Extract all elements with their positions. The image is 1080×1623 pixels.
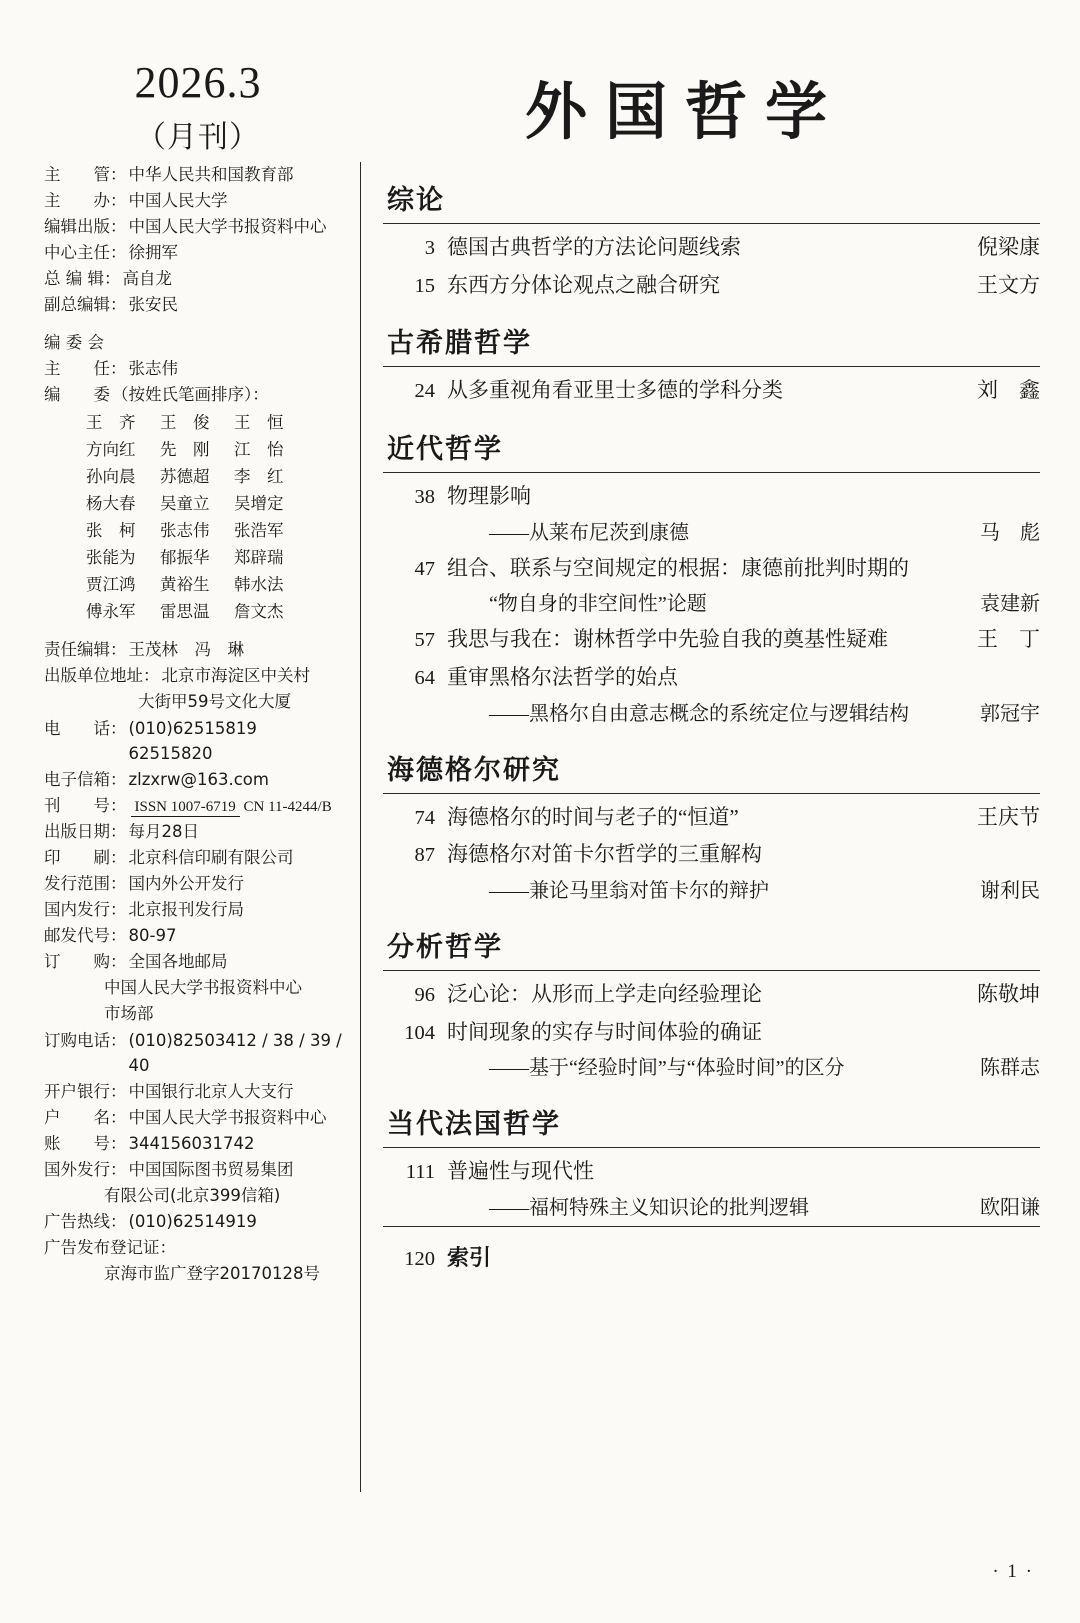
toc-entry-page: 96 <box>414 984 435 1007</box>
board-members-note: （按姓氏笔画排序）： <box>112 384 269 404</box>
issue-date: 2026.3 <box>134 58 262 107</box>
colophon-info-row <box>44 240 342 265</box>
toc-section-heading: 综论 <box>387 185 445 216</box>
column-divider <box>360 162 361 1492</box>
toc-entry[interactable] <box>383 549 1040 587</box>
toc-entry-title: 时间现象的实存与时间体验的确证 <box>447 1019 762 1044</box>
colophon-info-row <box>44 162 342 187</box>
colophon-pub-value: 大街甲59号文化大厦 <box>138 692 291 712</box>
toc-entry-author: 倪梁康 <box>977 235 1040 259</box>
toc-entry[interactable] <box>383 477 1040 515</box>
colophon-dist-value: 中国人民大学书报资料中心 <box>104 978 302 998</box>
colophon-dist-value: (010)62514919 <box>128 1212 257 1232</box>
colophon-dist-label: 出版日期： <box>44 821 127 841</box>
board-member-name: 詹文杰 <box>234 602 284 622</box>
toc-entry-subtitle: ——从莱布尼茨到康德 <box>489 521 689 544</box>
toc-entry-author: 陈敬坤 <box>977 982 1040 1007</box>
colophon-pub-row <box>44 663 342 688</box>
colophon-dist-value: 国内外公开发行 <box>128 874 244 894</box>
colophon-pub-value: (010)62515819 62515820 <box>128 718 274 763</box>
toc-section-heading: 古希腊哲学 <box>387 328 532 360</box>
editorial-board-title: 编 委 会 <box>44 333 104 353</box>
colophon-info-label: 中心主任： <box>44 243 127 263</box>
toc-entry-title: 组合、联系与空间规定的根据：康德前批判时期的 <box>447 555 909 580</box>
colophon-dist-value: 每月28日 <box>128 821 199 841</box>
toc-entry-page: 3 <box>424 237 435 259</box>
board-member-name: 李 红 <box>234 466 284 486</box>
toc-entry-page: 104 <box>404 1021 435 1044</box>
board-member-name: 傅永军 <box>86 602 136 622</box>
board-name-line <box>86 410 342 435</box>
toc-entry-page: 64 <box>414 667 435 690</box>
colophon-info-label: 主 办： <box>44 191 127 211</box>
colophon-info-label: 主 管： <box>44 165 127 184</box>
colophon-dist-row <box>44 975 342 1000</box>
page-number: · 1 · <box>992 1561 1034 1582</box>
toc-section-rule <box>383 366 1040 367</box>
toc-entry-subtitle-row <box>383 1050 1040 1084</box>
colophon-dist-label: 广告发布登记证： <box>44 1238 176 1258</box>
colophon-dist-value: 中国银行北京人大支行 <box>128 1081 294 1101</box>
colophon-info-row <box>44 292 342 317</box>
colophon-dist-value: 中国人民大学书报资料中心 <box>128 1107 327 1127</box>
colophon-column <box>44 162 356 1492</box>
colophon-dist-value: (010)82503412 / 38 / 39 / 40 <box>128 1030 342 1075</box>
board-member-name: 孙向晨 <box>86 466 136 486</box>
table-of-contents <box>377 162 1040 1492</box>
toc-entry[interactable] <box>383 620 1040 658</box>
colophon-dist-label: 订购电话： <box>44 1030 127 1050</box>
colophon-dist-row <box>44 1028 342 1078</box>
toc-entry-page: 15 <box>414 274 435 297</box>
toc-entry-author: 刘 鑫 <box>977 378 1040 403</box>
board-member-name: 吴增定 <box>234 493 284 513</box>
board-member-name: 方向红 <box>86 439 136 459</box>
colophon-dist-value: 有限公司(北京399信箱) <box>104 1185 281 1205</box>
toc-entry[interactable] <box>383 975 1040 1013</box>
board-name-line <box>86 545 342 570</box>
colophon-main-info <box>44 162 342 317</box>
toc-entry-subtitle-row <box>383 515 1040 549</box>
colophon-dist-label: 邮发代号： <box>44 926 127 946</box>
toc-entry-title: 我思与我在：谢林哲学中先验自我的奠基性疑难 <box>447 627 888 652</box>
toc-entry[interactable] <box>383 835 1040 873</box>
toc-entry-subtitle: ——基于“经验时间”与“体验时间”的区分 <box>489 1057 845 1080</box>
colophon-dist-value: 北京报刊发行局 <box>128 900 244 920</box>
colophon-dist-value: 80-97 <box>128 926 177 946</box>
colophon-info-label: 编辑出版： <box>44 217 127 237</box>
toc-entry-subtitle-author: 郭冠宇 <box>980 702 1040 725</box>
toc-section-rule <box>383 1147 1040 1148</box>
toc-section <box>383 162 1040 303</box>
board-name-line <box>86 518 342 543</box>
toc-entry-subtitle-author: 马 彪 <box>980 521 1040 544</box>
colophon-pub-label: 责任编辑： <box>44 640 127 660</box>
board-name-grid <box>44 410 342 625</box>
colophon-pub-label: 电 话： <box>44 718 127 738</box>
toc-entry-page: 87 <box>414 844 435 867</box>
toc-entry-subtitle-row <box>383 696 1040 730</box>
toc-entry-title: 东西方分体论观点之融合研究 <box>447 272 720 297</box>
toc-entry-title: 从多重视角看亚里士多德的学科分类 <box>447 378 783 403</box>
board-members-row <box>44 382 342 407</box>
index-page-number: 120 <box>404 1248 435 1271</box>
toc-entry-page: 111 <box>405 1161 435 1184</box>
toc-section-heading: 近代哲学 <box>387 434 503 466</box>
cn-number: CN 11-4244/B <box>243 798 332 815</box>
board-name-line <box>86 491 342 516</box>
toc-entry-title: 海德格尔的时间与老子的“恒道” <box>447 804 739 829</box>
board-member-name: 王 俊 <box>160 412 210 432</box>
issn-block <box>127 797 332 817</box>
board-member-name: 张 柯 <box>86 521 136 541</box>
toc-entry-subtitle-row <box>383 586 1040 620</box>
colophon-info-label: 总 编 辑： <box>44 269 121 289</box>
colophon-publisher-info <box>44 637 342 791</box>
toc-section <box>383 411 1040 730</box>
toc-entry-subtitle-author: 欧阳谦 <box>980 1197 1040 1220</box>
colophon-dist-label: 账 号： <box>44 1133 127 1153</box>
colophon-pub-label: 电子信箱： <box>44 769 127 789</box>
toc-entry-page: 24 <box>414 380 435 403</box>
toc-entry-subtitle-author: 袁建新 <box>980 593 1040 616</box>
colophon-dist-value: 北京科信印刷有限公司 <box>128 847 294 867</box>
board-member-name: 韩水法 <box>234 575 284 595</box>
board-member-name: 郁振华 <box>160 548 210 568</box>
board-name-line <box>86 572 342 597</box>
colophon-info-value: 中国人民大学 <box>128 191 228 211</box>
board-name-line <box>86 464 342 489</box>
toc-section <box>383 732 1040 907</box>
journal-title: 外国哲学 <box>524 75 845 148</box>
colophon-info-value: 中华人民共和国教育部 <box>128 165 294 184</box>
colophon-info-row <box>44 188 342 213</box>
colophon-info-value: 高自龙 <box>122 269 172 289</box>
toc-entry[interactable] <box>383 228 1040 266</box>
colophon-info-value: 徐拥军 <box>128 243 178 263</box>
toc-entry-subtitle-row <box>383 873 1040 907</box>
toc-entry[interactable] <box>383 371 1040 409</box>
board-member-name: 王 齐 <box>86 412 136 432</box>
colophon-dist-label: 开户银行： <box>44 1081 127 1101</box>
colophon-dist-value: 全国各地邮局 <box>128 952 228 972</box>
issue-frequency: （月刊） <box>136 121 260 155</box>
board-member-name: 先 刚 <box>160 439 210 459</box>
masthead <box>0 0 1080 155</box>
toc-entry-subtitle: ——黑格尔自由意志概念的系统定位与逻辑结构 <box>489 702 909 725</box>
colophon-dist-value: 市场部 <box>104 1004 154 1024</box>
colophon-dist-row <box>44 1183 342 1208</box>
issn-row <box>44 793 342 818</box>
colophon-info-value: 中国人民大学书报资料中心 <box>128 217 327 237</box>
colophon-dist-value: 344156031742 <box>128 1133 255 1153</box>
toc-entry-title: 物理影响 <box>447 484 531 509</box>
colophon-dist-label: 广告热线： <box>44 1212 127 1232</box>
toc-entry-page: 57 <box>414 629 435 652</box>
issn-label: 刊 号： <box>44 795 127 815</box>
colophon-info-row <box>44 214 342 239</box>
colophon-dist-row <box>44 1079 342 1104</box>
index-rule <box>383 1226 1040 1227</box>
colophon-dist-value: 京海市监广登字20170128号 <box>104 1264 320 1284</box>
board-chair-label: 主 任： <box>44 358 127 378</box>
toc-entry[interactable] <box>383 266 1040 304</box>
colophon-pub-value: zlzxrw@163.com <box>128 769 269 789</box>
colophon-dist-label: 国外发行： <box>44 1159 127 1179</box>
toc-entry-subtitle: ——福柯特殊主义知识论的批判逻辑 <box>489 1197 809 1220</box>
colophon-dist-label: 订 购： <box>44 952 127 972</box>
toc-entry-page: 74 <box>414 806 435 829</box>
board-name-line <box>86 599 342 624</box>
toc-section-rule <box>383 223 1040 224</box>
toc-entry-author: 王庆节 <box>977 804 1040 829</box>
colophon-dist-row <box>44 1001 342 1026</box>
toc-entry[interactable] <box>383 658 1040 696</box>
toc-entry-subtitle-author: 谢利民 <box>980 880 1040 903</box>
toc-entry-subtitle-author: 陈群志 <box>980 1057 1040 1080</box>
board-member-name: 杨大春 <box>86 493 136 513</box>
colophon-dist-row <box>44 1235 342 1260</box>
toc-entry[interactable] <box>383 798 1040 836</box>
colophon-info-label: 副总编辑： <box>44 295 127 315</box>
colophon-dist-row <box>44 1261 342 1286</box>
colophon-pub-value: 王茂林 冯 琳 <box>128 640 244 660</box>
toc-section-heading: 分析哲学 <box>387 932 503 964</box>
colophon-dist-row <box>44 845 342 870</box>
colophon-pub-row <box>44 716 342 766</box>
toc-index-row[interactable] <box>383 1231 1040 1272</box>
colophon-pub-value: 北京市海淀区中关村 <box>161 666 310 686</box>
toc-entry-page: 38 <box>414 486 435 509</box>
toc-sections <box>383 162 1040 1224</box>
board-chair-name: 张志伟 <box>128 358 178 378</box>
colophon-dist-row <box>44 897 342 922</box>
colophon-dist-row <box>44 1105 342 1130</box>
index-label: 索引 <box>447 1245 492 1271</box>
board-members-label: 编 委 <box>44 384 110 404</box>
toc-entry[interactable] <box>383 1152 1040 1190</box>
board-member-name: 江 怡 <box>234 439 284 459</box>
colophon-dist-row <box>44 1157 342 1182</box>
colophon-info-row <box>44 266 342 291</box>
issn-number: ISSN 1007-6719 <box>131 799 240 817</box>
toc-section-rule <box>383 793 1040 794</box>
toc-section-rule <box>383 970 1040 971</box>
toc-entry-subtitle-row <box>383 1190 1040 1224</box>
colophon-pub-row <box>44 637 342 662</box>
toc-section-heading: 海德格尔研究 <box>387 754 561 786</box>
board-member-name: 黄裕生 <box>160 575 210 595</box>
board-member-name: 张浩军 <box>234 521 284 541</box>
colophon-dist-label: 国内发行： <box>44 900 127 920</box>
toc-section <box>383 909 1040 1084</box>
toc-entry-author: 王 丁 <box>977 627 1040 652</box>
colophon-info-value: 张安民 <box>128 295 178 315</box>
colophon-dist-row <box>44 1131 342 1156</box>
colophon-dist-row <box>44 923 342 948</box>
colophon-dist-row <box>44 1209 342 1234</box>
colophon-dist-row <box>44 871 342 896</box>
toc-entry-subtitle: “物自身的非空间性”论题 <box>489 593 707 616</box>
toc-entry[interactable] <box>383 1013 1040 1051</box>
board-member-name: 雷思温 <box>160 602 210 622</box>
board-chair-row <box>44 356 342 381</box>
toc-section <box>383 1086 1040 1224</box>
colophon-dist-label: 发行范围： <box>44 874 127 894</box>
colophon-pub-row <box>44 689 342 714</box>
colophon-distribution-info <box>44 819 342 1286</box>
toc-entry-author: 王文方 <box>977 272 1040 297</box>
board-member-name: 张能为 <box>86 548 136 568</box>
board-member-name: 张志伟 <box>160 521 210 541</box>
toc-entry-title: 泛心论：从形而上学走向经验理论 <box>447 982 762 1007</box>
toc-entry-title: 普遍性与现代性 <box>447 1159 594 1184</box>
toc-entry-page: 47 <box>414 557 435 580</box>
board-member-name: 苏德超 <box>160 466 210 486</box>
colophon-dist-value: 中国国际图书贸易集团 <box>128 1159 294 1179</box>
toc-entry-subtitle: ——兼论马里翁对笛卡尔的辩护 <box>489 880 769 903</box>
board-member-name: 吴童立 <box>160 493 210 513</box>
toc-section-rule <box>383 472 1040 473</box>
issue-block <box>48 52 348 156</box>
board-member-name: 贾江鸿 <box>86 575 136 595</box>
toc-section-heading: 当代法国哲学 <box>387 1109 561 1141</box>
toc-section <box>383 305 1040 409</box>
board-name-line <box>86 437 342 462</box>
colophon-dist-label: 印 刷： <box>44 847 127 867</box>
colophon-pub-row <box>44 767 342 792</box>
editorial-board-block <box>44 330 342 624</box>
colophon-dist-row <box>44 949 342 974</box>
colophon-pub-label: 出版单位地址： <box>44 666 160 686</box>
colophon-dist-label: 户 名： <box>44 1107 127 1127</box>
toc-entry-title: 海德格尔对笛卡尔哲学的三重解构 <box>447 842 762 867</box>
board-member-name: 王 恒 <box>234 412 284 432</box>
board-member-name: 郑辟瑞 <box>234 548 284 568</box>
toc-entry-title: 德国古典哲学的方法论问题线索 <box>447 235 741 259</box>
page-body <box>0 140 1080 1492</box>
toc-entry-title: 重审黑格尔法哲学的始点 <box>447 665 678 690</box>
colophon-dist-row <box>44 819 342 844</box>
